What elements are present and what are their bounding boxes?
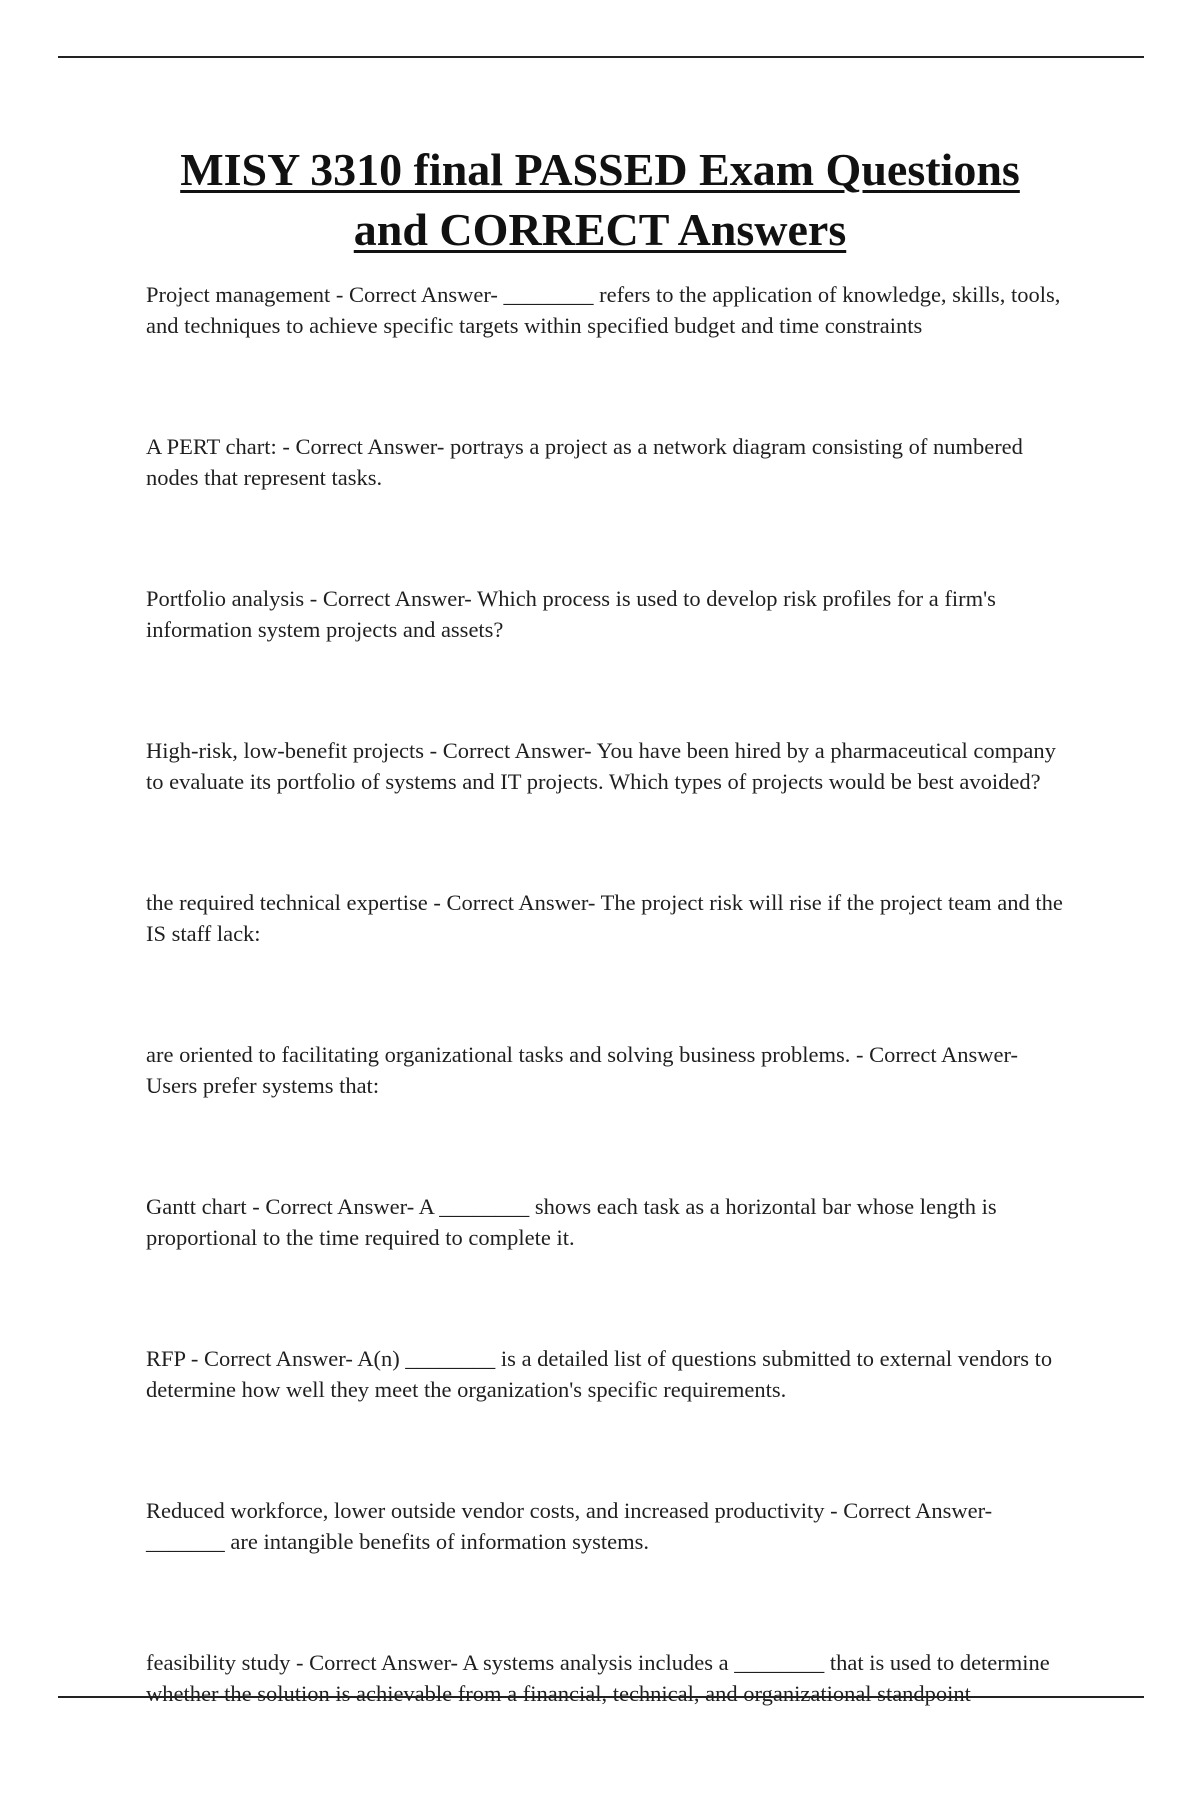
bottom-divider <box>58 1696 1144 1698</box>
qa-item: High-risk, low-benefit projects - Correct Answer- You have been hired by a pharmaceutical company to evaluate its portfolio of systems and IT projects. Which types of projects would be best avoided? <box>146 738 1056 794</box>
qa-item: Gantt chart - Correct Answer- A ________ shows each task as a horizontal bar whose length is proportional to the time required to complete it. <box>146 1194 997 1250</box>
qa-item: RFP - Correct Answer- A(n) ________ is a detailed list of questions submitted to external vendors to determine how well they meet the organization's specific requirements. <box>146 1346 1053 1402</box>
top-divider <box>58 56 1144 58</box>
qa-item: A PERT chart: - Correct Answer- portrays a project as a network diagram consisting of numbered nodes that represent tasks. <box>146 434 1023 490</box>
qa-item: the required technical expertise - Correct Answer- The project risk will rise if the project team and the IS staff lack: <box>146 890 1063 946</box>
qa-item: are oriented to facilitating organizational tasks and solving business problems. - Correct Answer- Users prefer systems that: <box>146 1042 1019 1098</box>
qa-item: feasibility study - Correct Answer- A systems analysis includes a ________ that is used to determine whether the solution is achievable from a financial, technical, and organizational standpoint <box>146 1650 1050 1706</box>
page-title <box>100 140 1100 260</box>
qa-list <box>146 280 1066 1800</box>
qa-item: Portfolio analysis - Correct Answer- Which process is used to develop risk profiles for a firm's information system projects and assets? <box>146 586 996 642</box>
qa-item: Reduced workforce, lower outside vendor costs, and increased productivity - Correct Answer- _______ are intangible benefits of information systems. <box>146 1498 993 1554</box>
qa-item: Project management - Correct Answer- ________ refers to the application of knowledge, skills, tools, and techniques to achieve specific targets within specified budget and time constraints <box>146 282 1061 338</box>
title-line-2: and CORRECT Answers <box>353 204 847 255</box>
title-line-1: MISY 3310 final PASSED Exam Questions <box>180 144 1020 195</box>
